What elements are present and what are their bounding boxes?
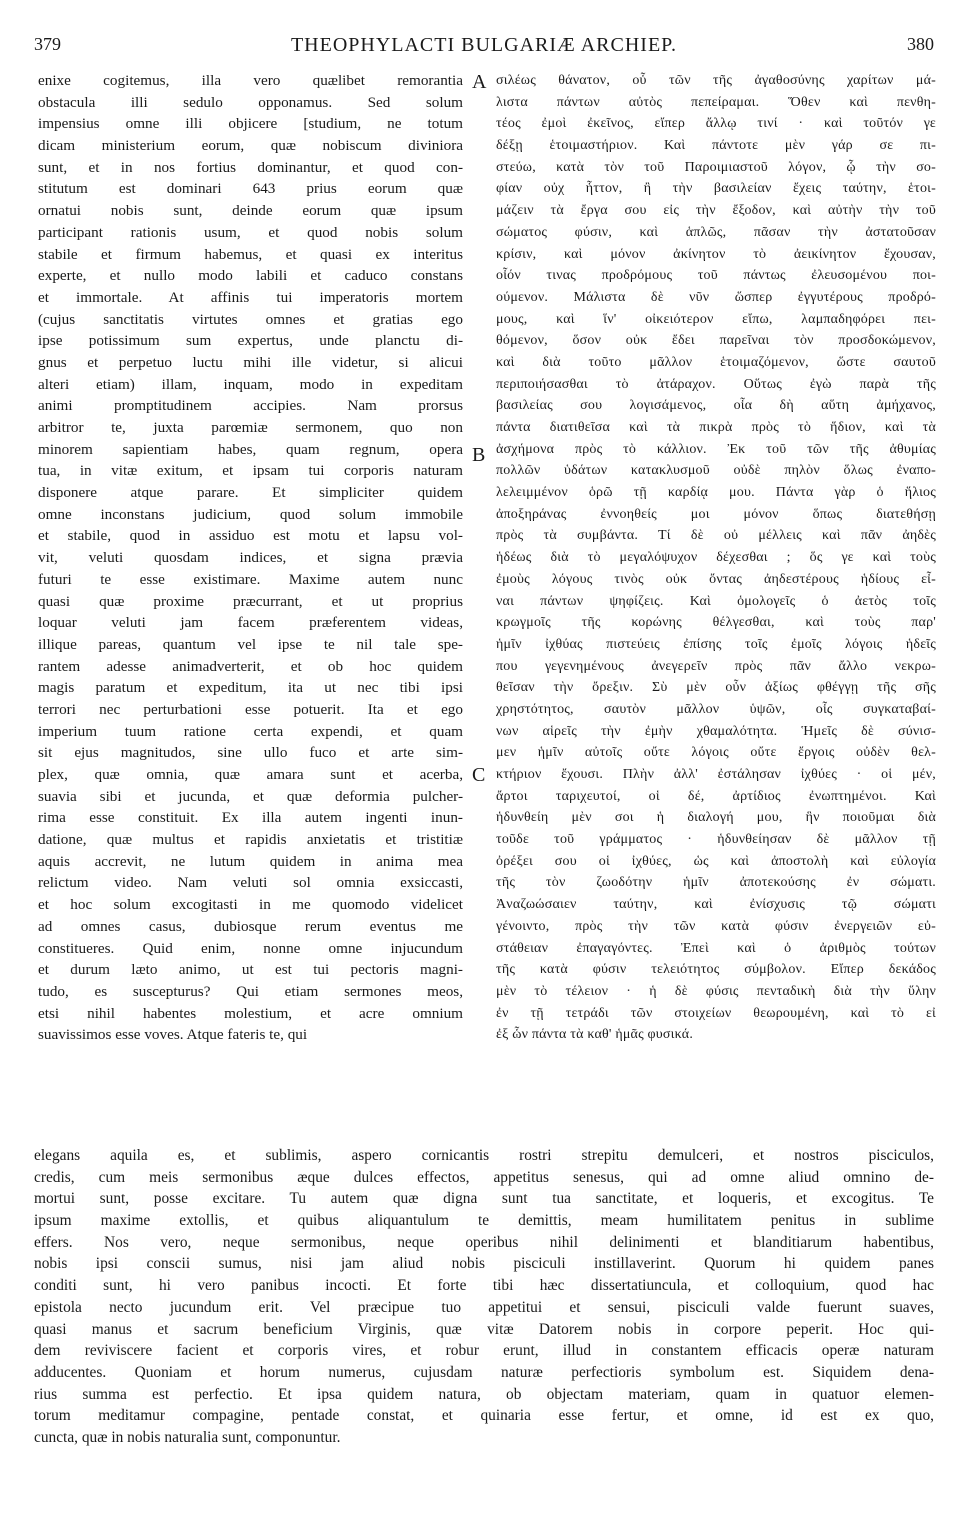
greek-text-line: σιλέως θάνατον, οὗ τῶν τῆς ἀγαθοσύνης χαρίτων μά- bbox=[496, 73, 936, 88]
greek-text-line: μεν ἡμῖν αὐτοῖς οὔτε λόγοις οὔτε ἔργοις οὐδὲν θελ- bbox=[496, 745, 936, 761]
greek-text-line: μους, καὶ ἵν' οἰκειότερον εἴπω, λαμπαδηφόρει πει- bbox=[496, 311, 936, 327]
text-line: obstacula illi sedulo opponamus. Sed solum bbox=[38, 93, 463, 111]
text-line: rantem adesse animadverterit, et ob hoc quidem bbox=[38, 657, 463, 675]
text-line: minorem sapientiam habes, quam regnum, opera bbox=[38, 440, 463, 458]
greek-text-line: περιποιήσασθαι τὸ ἀτάραχον. Οὕτως ἐγὼ παρὰ τῆς bbox=[496, 376, 936, 392]
greek-text-line: ούμενον. Μάλιστα δὲ νῦν ὥσπερ ἐγγυτέρους προδρό- bbox=[496, 289, 936, 305]
text-line: (cujus sanctitatis virtutes omnes et gratias ego bbox=[38, 310, 463, 328]
greek-text-line: στάθειαν ἐπαγαγόντες. Ἐπεὶ καὶ ὁ ἀριθμὸς τούτων bbox=[496, 940, 936, 956]
greek-text-line: οἷόν τινας προδρόμους τοῦ πάντως ἐλευσομένου ποι- bbox=[496, 268, 936, 284]
greek-text-line: λελειμμένον ὁρῶ τῇ καρδίᾳ μου. Πάντα γὰρ ὁ ἥλιος bbox=[496, 485, 936, 501]
text-line: torum meditamur compagine, pentade constat, et quinaria esse fertur, et omne, id est ex quo, bbox=[34, 1407, 934, 1425]
text-line: et durum læto animo, ut est tui pectoris magni- bbox=[38, 961, 463, 979]
text-line: aquis accrevit, ne lutum quidem in anima mea bbox=[38, 852, 463, 870]
greek-text-line: σώματος φύσιν, καὶ ἁπλῶς, πᾶσαν τὴν ἀστατοῦσαν bbox=[496, 224, 936, 240]
greek-text-line: που γεγενημένους ἀνεγερεῖν πρὸς πᾶν ἄλλο νεκρω- bbox=[496, 658, 936, 674]
greek-text-line: γένοιντο, πρὸς τὴν τῶν κατὰ φύσιν ἐνεργειῶν εὐ- bbox=[496, 918, 936, 934]
section-marker-a: A bbox=[472, 71, 487, 93]
greek-text-line: ἐμοὺς λόγους τινὸς οὐκ ὄντας ἀηδεστέρους ἡδίους εἶ- bbox=[496, 571, 936, 587]
greek-text-line: ἡμῖν ἰχθύας πιστεύεις ἐπίσης τοῖς ἐμοῖς λόγοις ἡδεῖς bbox=[496, 636, 936, 652]
page-number-right: 380 bbox=[907, 34, 934, 54]
text-line: ipsum maxime extollis, et quibus aliquantulum te demittis, meam humilitatem penitus in sublime bbox=[34, 1212, 934, 1230]
text-line: rima esse constituit. Ex illa autem ingenti inun- bbox=[38, 809, 463, 827]
text-line: et stabile, quod in assiduo est motu et lapsu vol- bbox=[38, 527, 463, 545]
greek-text-line: κρωγμοῖς τῆς κορώνης θέλγεσθαι, καὶ τοὺς παρ' bbox=[496, 615, 936, 631]
greek-text-line: τέος ἐμοὶ ἐκεῖνος, εἴπερ ἄλλῳ τινί · καὶ τοῦτόν γε bbox=[496, 116, 936, 132]
text-line: animi promptitudinem accipies. Nam prorsus bbox=[38, 397, 463, 415]
latin-full-width-block bbox=[34, 1145, 934, 1449]
text-line: epistola necto jucundum erit. Vel præcipue tuo appetitui et sensui, pisciculi valde fuerunt suaves, bbox=[34, 1298, 934, 1316]
text-line: illique pareas, quantum vel ipse te nil tale spe- bbox=[38, 635, 463, 653]
text-line: loquar veluti jam facem præferentem videas, bbox=[38, 614, 463, 632]
running-title: THEOPHYLACTI BULGARIÆ ARCHIEP. bbox=[290, 34, 678, 56]
text-line: futuri te esse existimare. Maxime autem nunc bbox=[38, 570, 463, 588]
greek-text-line: τῆς τὸν ζωοδότην ἡμῖν ἀποτεκούσης ἐν σώματι. bbox=[496, 875, 936, 891]
text-line: vit, veluti quosdam indices, et signa prævia bbox=[38, 549, 463, 567]
text-line: credis, cum meis sermonibus æque dulces effectos, appetitus senesus, qui ad omne aliud omnino de- bbox=[34, 1168, 934, 1186]
text-line: etsi nihil habentes molestium, et acre omnium bbox=[38, 1004, 463, 1022]
text-line: adducentes. Quoniam et horum numerus, cujusdam naturæ perfectioris symbolum est. Siquidem dena- bbox=[34, 1363, 934, 1381]
greek-text-line: Ἀναζωώσαιεν ταύτην, καὶ ἐνίσχυσις τῷ σώματι bbox=[496, 897, 936, 913]
greek-text-line: θόμενον, ὅσον οὐκ ἔδει παρεῖναι τὸν προσδοκώμενον, bbox=[496, 333, 936, 349]
greek-text-line: στεύω, κατὰ τὸν τοῦ Παροιμιαστοῦ λόγον, ᾧ τὴν σο- bbox=[496, 159, 936, 175]
greek-text-line: πρὸς τὰ συμβάντα. Τί δὲ οὐ μέλλεις καὶ πᾶν ἀηδὲς bbox=[496, 528, 936, 544]
greek-text-line: τῆς κατὰ φύσιν τελειότητος σύμβολον. Εἴπερ δεκάδος bbox=[496, 962, 936, 978]
greek-text-line: κτήριον ἔχουσι. Πλὴν ἀλλ' ἐστάλησαν ἰχθύες · οἱ μέν, bbox=[496, 767, 936, 782]
text-line: suavia sibi et jucunda, et quæ deformia pulcher- bbox=[38, 787, 463, 805]
text-line: disponere atque parare. Et simpliciter quidem bbox=[38, 484, 463, 502]
greek-text-line: ἀποξηράνας ἐννοηθείς μοι μόνον ὅπως διατεθήσῃ bbox=[496, 506, 936, 522]
greek-text-line: ἀσχήμονα πρὸς τὸ κάλλιον. Ἐκ τοῦ τῶν τῆς ἀθυμίας bbox=[496, 441, 936, 457]
text-line: arbitror te, juxta parœmiæ sermonem, quo non bbox=[38, 419, 463, 436]
text-line: datione, quæ multus et rapidis anxietatis et tristitiæ bbox=[38, 831, 463, 849]
greek-text-line: ἐν τῇ τετράδι τῶν στοιχείων θεωρουμένη, καὶ τὸ εἰ bbox=[496, 1005, 936, 1021]
text-line: dicam ministerium eorum, quæ nobiscum diviniora bbox=[38, 137, 463, 155]
greek-text-line: πάντα διατιθεῖσα καὶ τὰ πικρὰ πρὸς τὸ ἥδιον, καὶ τὰ bbox=[496, 420, 936, 435]
greek-text-line: πολλῶν ὑδάτων κατακλυσμοῦ οὐδὲ πηλὸν ὅλως ἐναπο- bbox=[496, 463, 936, 479]
text-line: elegans aquila es, et sublimis, aspero cornicantis rostri strepitu demulceri, et nostros pisciculos, bbox=[34, 1147, 934, 1164]
text-line: alteri etiam) illam, inquam, modo in expeditam bbox=[38, 375, 463, 393]
text-line: imperium tuum ratione certa expendi, et quam bbox=[38, 722, 463, 740]
text-line: ipse potissimum sum expertus, unde planctu di- bbox=[38, 332, 463, 350]
greek-text-line: λιστα πάντων αὐτὸς πεπείραμαι. Ὅθεν καὶ πενθη- bbox=[496, 94, 936, 110]
greek-column bbox=[496, 70, 936, 1046]
text-line: tudo, es suscepturus? Qui etiam sermones meos, bbox=[38, 982, 463, 1000]
text-line: sunt, et in nos fortius dominantur, et quod con- bbox=[38, 158, 463, 176]
text-line: enixe cogitemus, illa vero quælibet remorantia bbox=[38, 72, 463, 89]
greek-text-line: ἄρτοι ταριχευτοί, οἱ δέ, ἀρτίδιος ἐνωπτημένοι. Καὶ bbox=[496, 788, 936, 804]
greek-text-line: ἡδυνθείη μὲν σοι ἡ διαλογή μου, ἣν ποιοῦμαι διὰ bbox=[496, 810, 936, 826]
text-line: stitutum est dominari 643 prius eorum quæ bbox=[38, 180, 463, 198]
section-marker-b: B bbox=[472, 444, 486, 466]
text-line: tua, in vitæ exitum, et ipsam tui corporis naturam bbox=[38, 462, 463, 480]
text-line: plex, quæ omnia, quæ amara sunt et acerba, bbox=[38, 766, 463, 783]
text-line: ad omnes casus, dubiosque rerum eventus me bbox=[38, 917, 463, 935]
greek-text-line: ὀρέξει σου οἱ ἰχθύες, ὡς καὶ ἀποστολὴ καὶ εὐλογία bbox=[496, 853, 936, 869]
text-line: participant rationis usum, et quod nobis solum bbox=[38, 223, 463, 241]
text-line: magis paratum et expeditum, ita ut nec tibi ipsi bbox=[38, 679, 463, 697]
text-line: conditi sunt, hi vero panibus incocti. Et forte tibi hæc dissertatiuncula, et colloquium, quod hac bbox=[34, 1277, 934, 1295]
greek-text-line: ἐξ ὧν πάντα τὰ καθ' ἡμᾶς φυσικά. bbox=[496, 1027, 694, 1043]
text-line: experte, et nullo modo labili et caduco constans bbox=[38, 267, 463, 285]
text-line: effers. Nos vero, neque sermonibus, neque operibus nihil delinimenti et blanditiarum habentibus, bbox=[34, 1233, 934, 1251]
greek-text-line: φίαν οὐχ ἧττον, ἢ τὴν βασιλείαν ἔχεις ταύτην, ἑτοι- bbox=[496, 181, 936, 197]
text-line: terrori nec perturbationi esse potuerit. Ita et ego bbox=[38, 700, 463, 718]
greek-text-line: τοῦδε τοῦ γράμματος · ἡδυνθείησαν δὲ μᾶλλον τῇ bbox=[496, 832, 936, 848]
text-line: ornatui nobis sunt, deinde eorum quæ ipsum bbox=[38, 202, 463, 220]
text-line: et hoc solum excogitasti in me quomodo videlicet bbox=[38, 896, 463, 914]
greek-text-line: κρίσιν, καὶ μόνον ἀκίνητον τὸ ἀεικίνητον ἔχουσαν, bbox=[496, 246, 936, 262]
greek-text-line: χρηστότητος, σαυτὸν μᾶλλον ὑψῶν, οἷς συγκαταβαί- bbox=[496, 701, 936, 717]
greek-text-line: θεῖσαν τὴν ὄρεξιν. Σὺ μὲν οὖν ἀξίως φθέγγῃ τῆς σῆς bbox=[496, 680, 936, 696]
text-line: relictum video. Nam veluti sol omnia exsiccasti, bbox=[38, 874, 463, 892]
section-marker-c: C bbox=[472, 764, 486, 786]
greek-text-line: νων αἱρεῖς τὴν ἐμὴν χθαμαλότητα. Ἡμεῖς δὲ σύνισ- bbox=[496, 723, 936, 739]
greek-text-line: ναι πάντων ψηφίζεις. Καὶ ὁμολογεῖς ὁ ἀετὸς τοῖς bbox=[496, 593, 936, 609]
greek-text-line: μὲν τὸ τέλειον · ἡ δὲ φύσις πενταδικὴ διὰ τὴν ὕλην bbox=[496, 983, 936, 999]
greek-text-line: καὶ διὰ τοῦτο μᾶλλον ἑτοιμαζόμενον, ὥστε σαυτοῦ bbox=[496, 354, 936, 370]
text-line: mortui sunt, posse excitare. Tu autem quæ digna sunt tua sanctitate, et loqueris, et excogitus. Te bbox=[34, 1190, 934, 1208]
text-line: nobis ipsi conscii sumus, nisi jam aliud nobis pisciculi instillaverint. Quorum hi quidem panes bbox=[34, 1255, 934, 1273]
text-line: impensius omne illi objicere [studium, ne totum bbox=[38, 115, 463, 133]
text-line: sit ejus magnitudos, sine ullo fuco et arte sim- bbox=[38, 744, 463, 762]
text-line: gnus et perpetuo luctu mihi ille videtur, si alicui bbox=[38, 353, 463, 371]
text-line: suavissimos esse voves. Atque fateris te, qui bbox=[38, 1026, 308, 1044]
latin-column bbox=[38, 70, 463, 1046]
text-line: cuncta, quæ in nobis naturalia sunt, componuntur. bbox=[34, 1428, 341, 1446]
text-line: dem reviviscere facient et corporis vires, et robur erunt, illud in constantem efficacis operæ naturam bbox=[34, 1342, 934, 1360]
text-line: stabile et firmum habemus, et quasi ex interitus bbox=[38, 245, 463, 263]
greek-text-line: ἡδέως διὰ τὸ μεγαλόψυχον δέχεσθαι ; ὅς γε καὶ τοὺς bbox=[496, 550, 936, 566]
text-line: constitueres. Quid enim, nonne omne injucundum bbox=[38, 939, 463, 957]
page-header bbox=[34, 34, 934, 60]
text-line: quasi manus et sacrum beneficium Virginis, quæ vitæ Datorem nobis in corpore peperit. Hoc qui- bbox=[34, 1320, 934, 1338]
page-number-left: 379 bbox=[34, 34, 61, 54]
text-line: et immortale. At affinis tui imperatoris mortem bbox=[38, 288, 463, 306]
text-line: omne inconstans judicium, quod solum immobile bbox=[38, 505, 463, 523]
text-line: quasi quæ proxime præcurrant, et ut proprius bbox=[38, 592, 463, 610]
greek-text-line: βασιλείας σου λογισάμενος, οἷα δὴ αὕτη ἀμήχανος, bbox=[496, 398, 936, 414]
greek-text-line: μάζειν τὰ ἔργα σου εἰς τὴν ἔξοδον, καὶ αὐτὴν τὴν τοῦ bbox=[496, 203, 936, 219]
greek-text-line: δέξῃ ἑτοιμαστήριον. Καὶ πάντοτε μὲν γάρ σε πι- bbox=[496, 138, 936, 154]
text-line: rius summa est perfectio. Et ipsa quidem natura, ob objectam materiam, quam in quatuor elemen- bbox=[34, 1385, 934, 1403]
